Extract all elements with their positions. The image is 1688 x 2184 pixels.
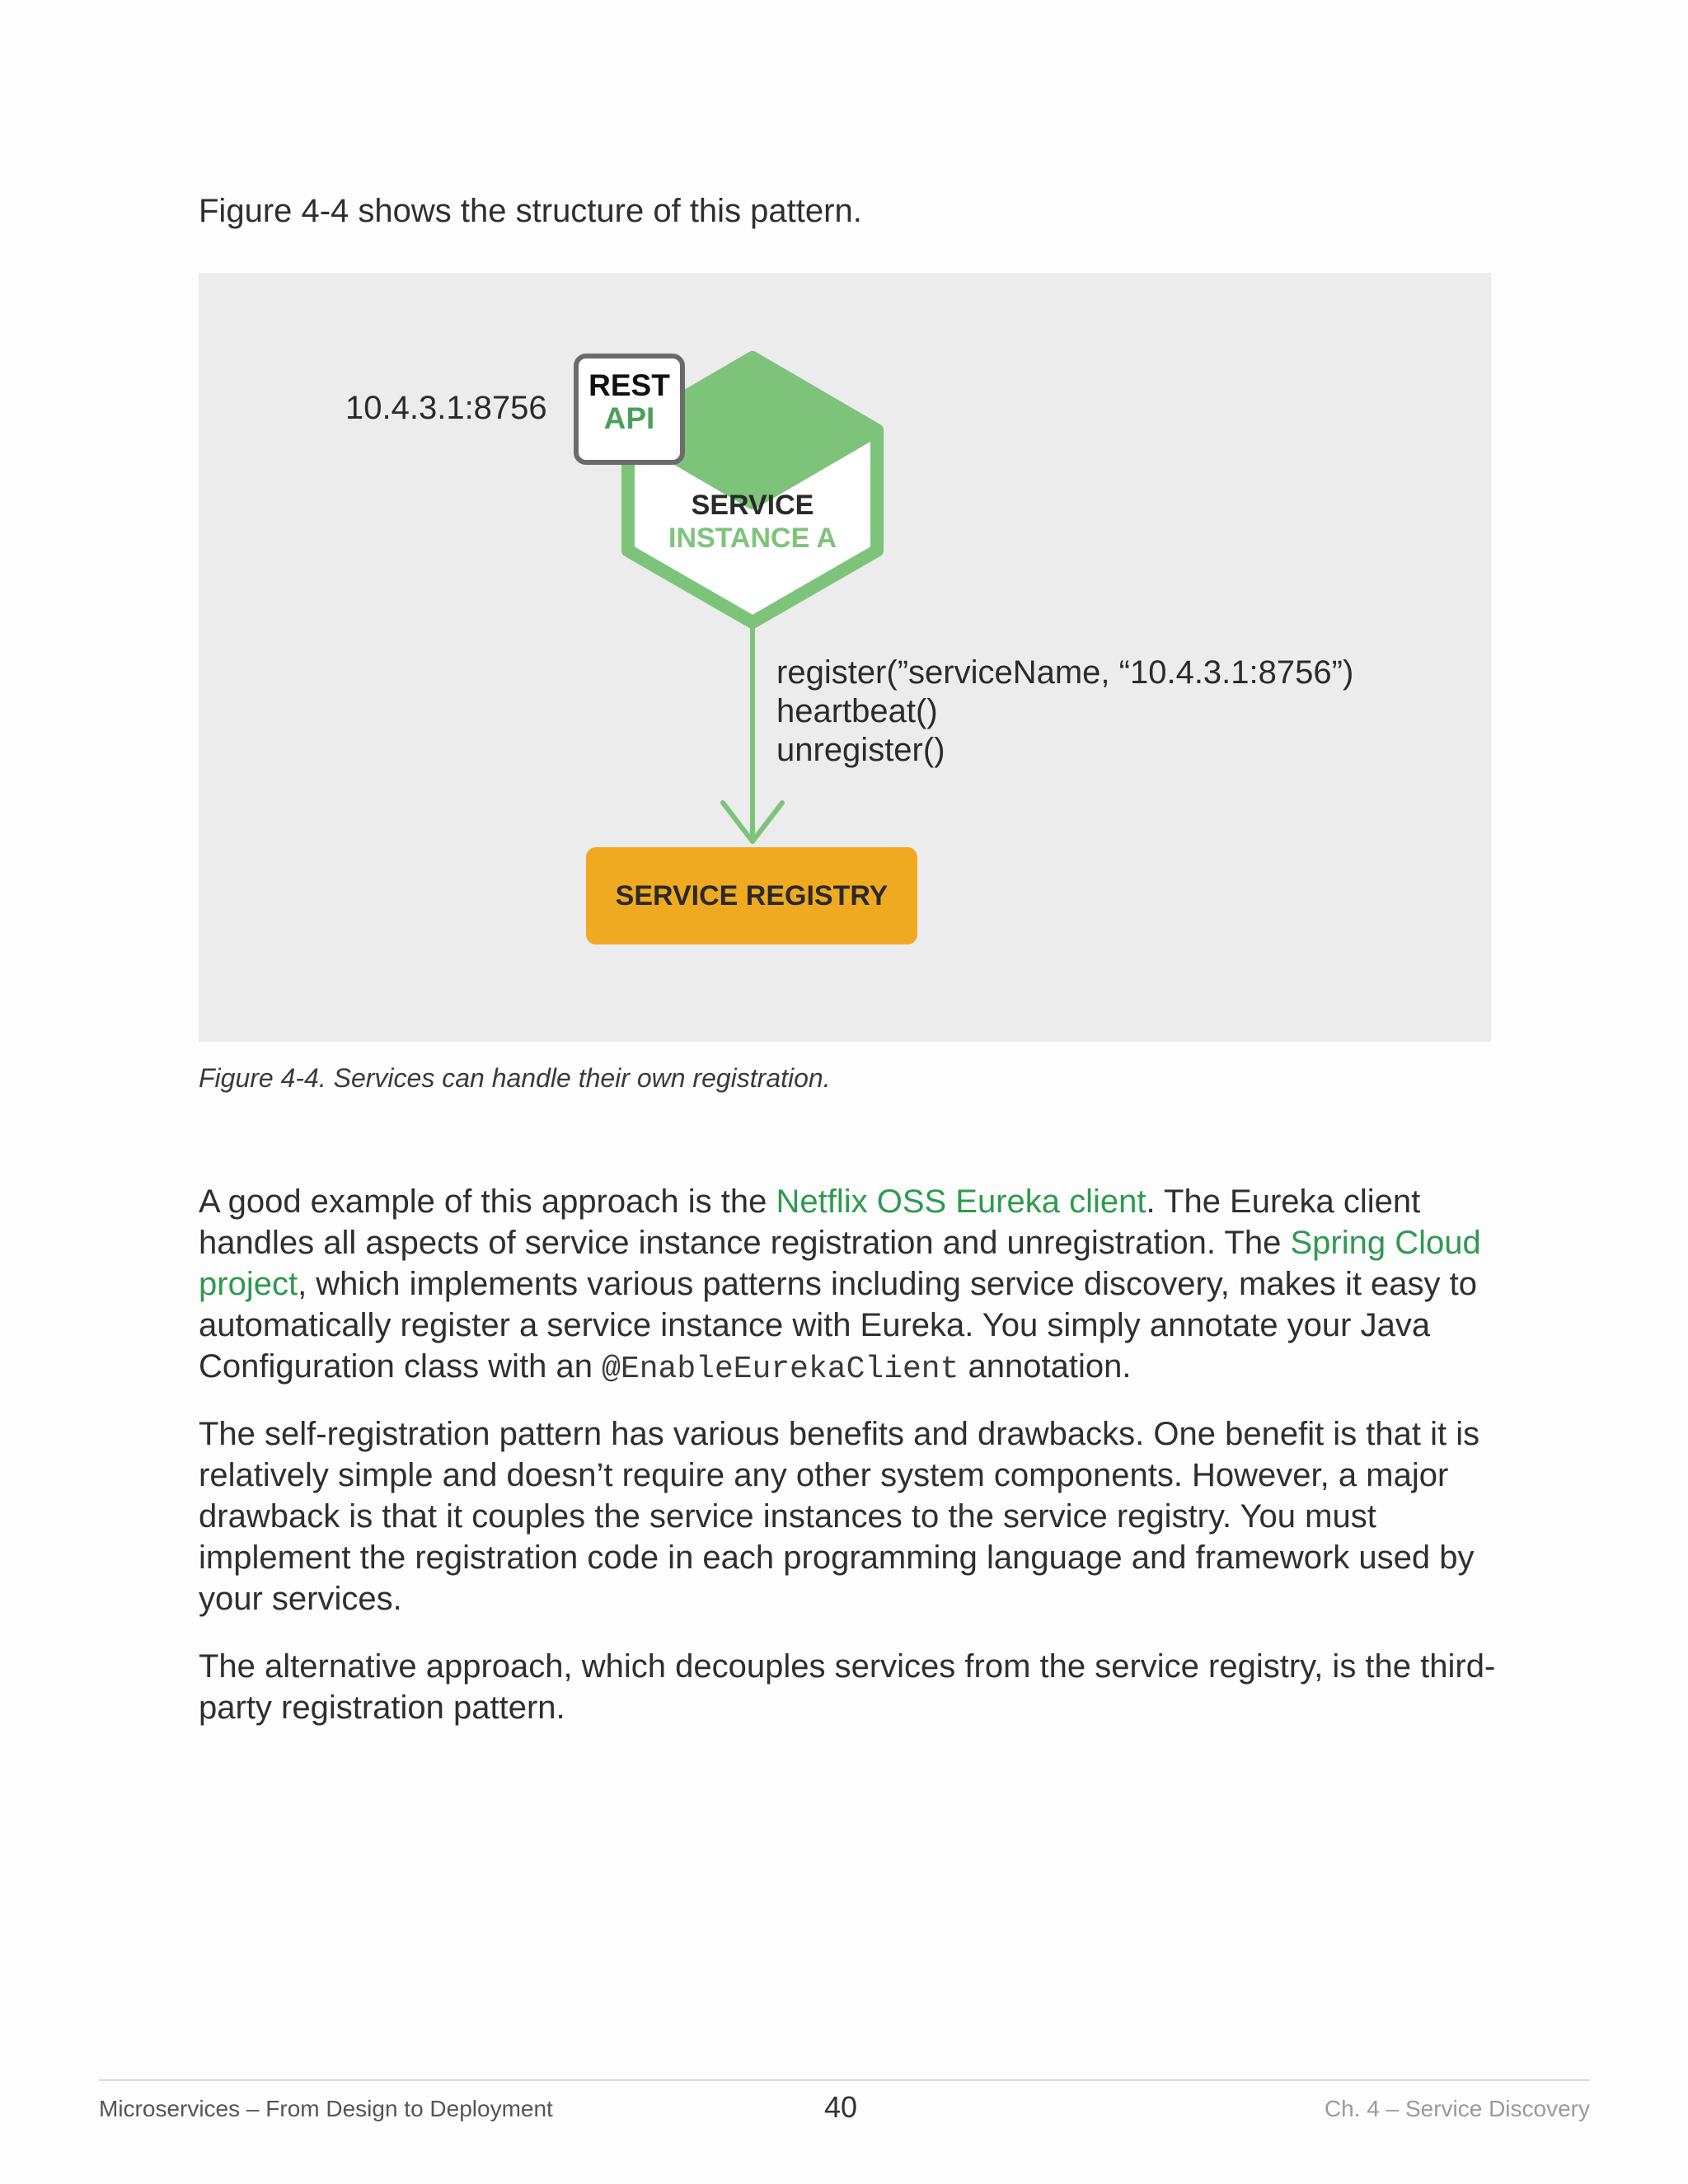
spring-cloud-link[interactable]: Spring Cloud project <box>199 1225 1481 1302</box>
ip-address-label: 10.4.3.1:8756 <box>345 390 547 426</box>
figure-4-4 <box>199 273 1491 1042</box>
unregister-call: unregister() <box>776 732 945 768</box>
paragraph-text: annotation. <box>959 1348 1132 1385</box>
page-number: 40 <box>824 2090 858 2124</box>
heartbeat-call: heartbeat() <box>776 693 938 729</box>
paragraph-benefits-drawbacks: The self-registration pattern has various benefits and drawbacks. One benefit is that it is relatively simple and doesn’t require any other system components. However, a major drawback is that it couples the service instances to the service registry. You must implement the registration code in each programming language and framework used by your services. <box>199 1416 1480 1617</box>
figure-caption: Figure 4-4. Services can handle their own registration. <box>199 1063 831 1093</box>
paragraph-alternative: The alternative approach, which decouples services from the service registry, is the third-party registration pattern. <box>199 1648 1496 1726</box>
paragraph-text: . The Eureka client handles all aspects of service instance registration and unregistration. The <box>199 1183 1421 1261</box>
service-label: SERVICE <box>691 490 814 521</box>
footer-book-title: Microservices – From Design to Deployment <box>99 2096 553 2121</box>
intro-sentence: Figure 4-4 shows the structure of this pattern. <box>199 193 862 229</box>
netflix-eureka-link[interactable]: Netflix OSS Eureka client <box>776 1183 1146 1220</box>
footer-chapter: Ch. 4 – Service Discovery <box>1324 2096 1590 2121</box>
registration-calls <box>776 654 1353 770</box>
rest-label: REST <box>588 368 670 402</box>
paragraph-text: , which implements various patterns including service discovery, makes it easy to automatically register a service instance with Eureka. You simply annotate your Java Configuration class with an <box>199 1266 1478 1385</box>
service-registry-label: SERVICE REGISTRY <box>615 880 889 912</box>
footer-divider <box>99 2079 1590 2081</box>
instance-a-label: INSTANCE A <box>668 523 837 554</box>
paragraph-eureka <box>199 1181 1501 1390</box>
register-call: register(”serviceName, “10.4.3.1:8756”) <box>776 654 1354 691</box>
annotation-code: @EnableEurekaClient <box>602 1352 959 1387</box>
api-label: API <box>603 401 655 435</box>
paragraph-text: A good example of this approach is the <box>199 1183 776 1220</box>
